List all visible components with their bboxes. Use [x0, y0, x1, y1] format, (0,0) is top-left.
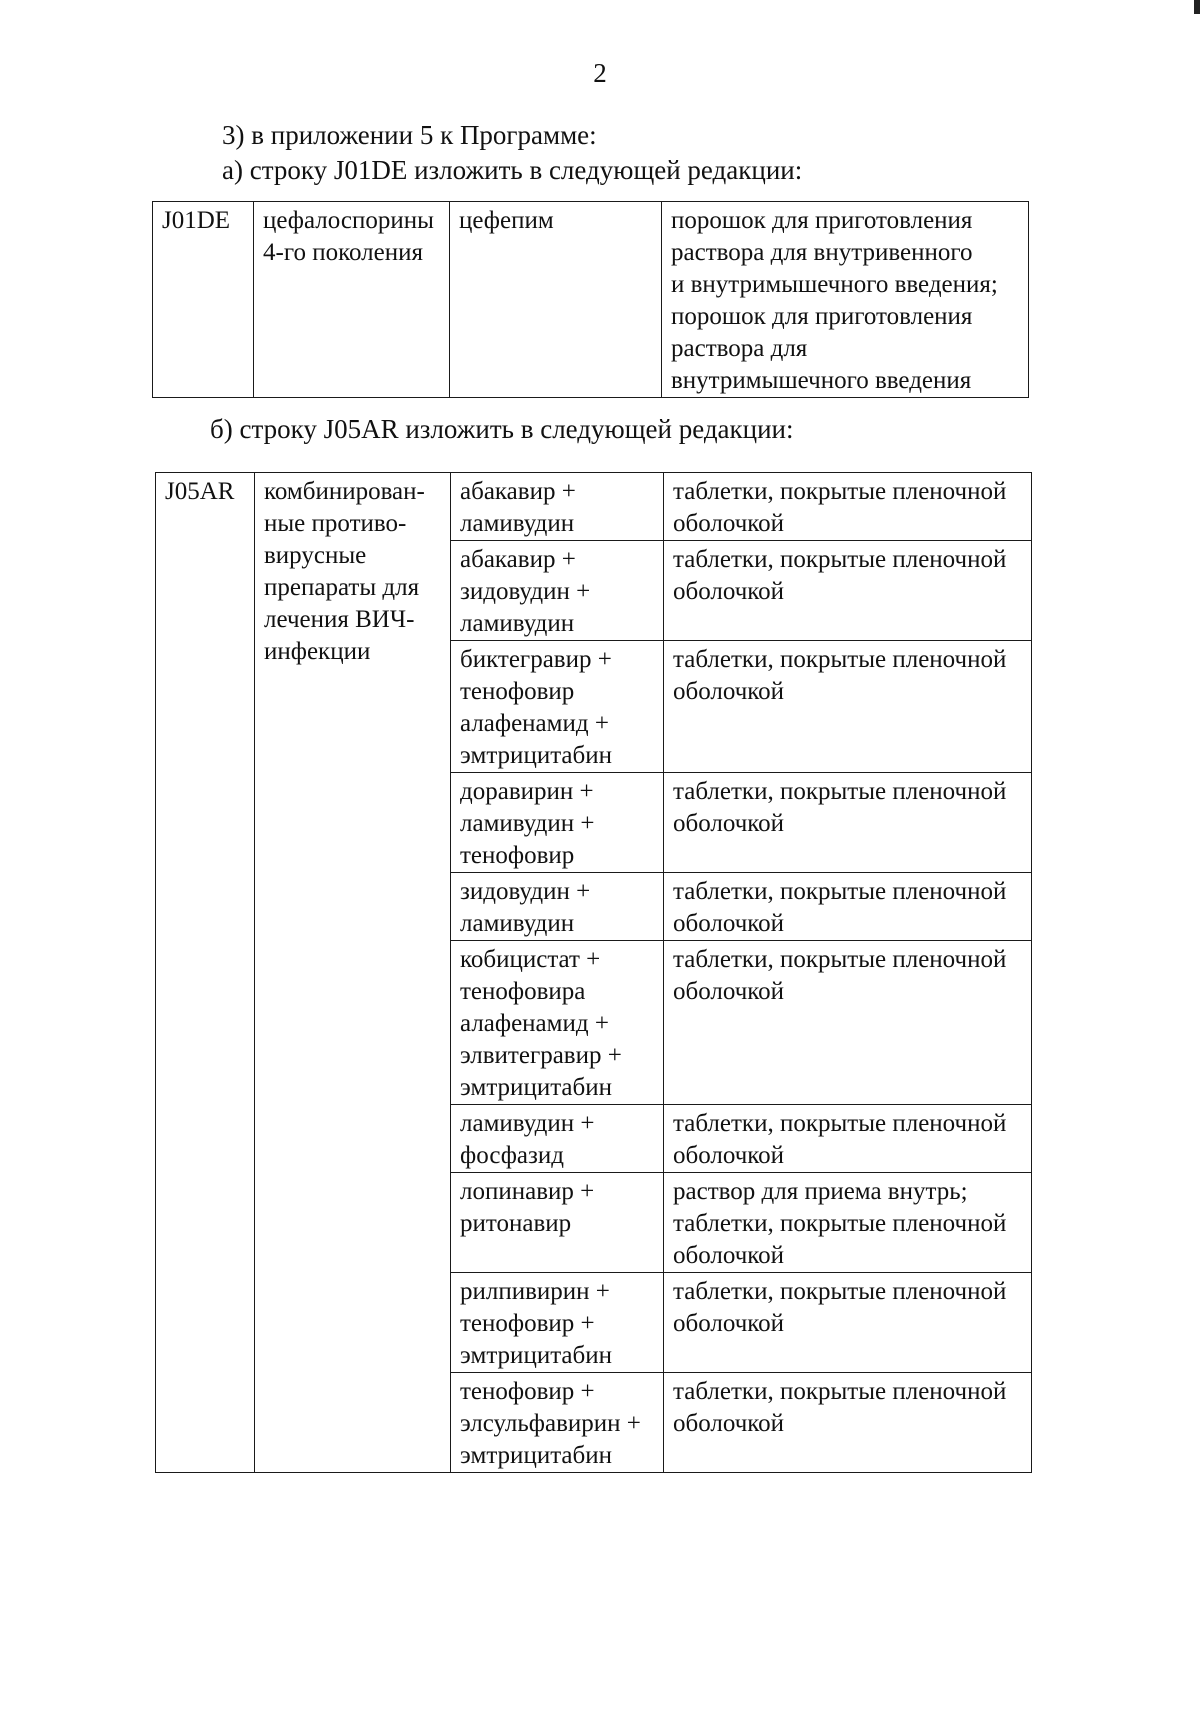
item-3-paragraph: 3) в приложении 5 к Программе: [222, 120, 597, 150]
drug-line: зидовудин + [460, 578, 591, 605]
drug-cell [451, 1105, 664, 1173]
group-line: вирусные [264, 542, 367, 569]
form-line: раствора для внутривенного [671, 239, 973, 266]
form-line: таблетки, покрытые пленочной [673, 1378, 1007, 1405]
form-cell [664, 1173, 1032, 1273]
drug-line: ламивудин [460, 510, 575, 537]
form-line: оболочкой [673, 978, 785, 1005]
drug-line: алафенамид + [460, 710, 609, 737]
item-a-paragraph: а) строку J01DE изложить в следующей редакции: [222, 155, 803, 185]
form-cell [664, 1373, 1032, 1473]
form-line: оболочкой [673, 1410, 785, 1437]
form-line: таблетки, покрытые пленочной [673, 778, 1007, 805]
drug-line: ламивудин [460, 910, 575, 937]
form-line: таблетки, покрытые пленочной [673, 646, 1007, 673]
drug-line: лопинавир + [460, 1178, 595, 1205]
group-line: препараты для [264, 574, 420, 601]
form-line: раствора для [671, 335, 808, 362]
form-line: оболочкой [673, 910, 785, 937]
page-number: 2 [593, 58, 607, 88]
group-line: лечения ВИЧ- [264, 606, 415, 633]
form-cell [664, 873, 1032, 941]
group-cell [254, 202, 450, 398]
drug-line: эмтрицитабин [460, 1442, 613, 1469]
drug-line: биктегравир + [460, 646, 612, 673]
form-line: таблетки, покрытые пленочной [673, 1110, 1007, 1137]
group-line: 4-го поколения [263, 239, 423, 266]
form-line: оболочкой [673, 1242, 785, 1269]
table-row [156, 473, 1032, 541]
form-line: оболочкой [673, 678, 785, 705]
drug-cell [451, 1173, 664, 1273]
drug-line: эмтрицитабин [460, 1074, 613, 1101]
form-cell [664, 941, 1032, 1105]
drug-cell [451, 641, 664, 773]
form-line: таблетки, покрытые пленочной [673, 546, 1007, 573]
form-line: оболочкой [673, 578, 785, 605]
form-line: оболочкой [673, 510, 785, 537]
form-cell [662, 202, 1029, 398]
drug-cell [451, 1373, 664, 1473]
drug-line: тенофовира [460, 978, 586, 1005]
drug-line: тенофовир + [460, 1310, 595, 1337]
drug-cell [451, 941, 664, 1105]
drug-cell [450, 202, 662, 398]
drug-line: ритонавир [460, 1210, 572, 1237]
drug-line: рилпивирин + [460, 1278, 610, 1305]
form-cell [664, 1105, 1032, 1173]
drug-line: тенофовир [460, 678, 575, 705]
form-line: оболочкой [673, 1310, 785, 1337]
drug-line: элвитегравир + [460, 1042, 622, 1069]
drug-name: цефепим [459, 207, 554, 234]
group-line: ные противо- [264, 510, 407, 537]
form-cell [664, 541, 1032, 641]
form-cell [664, 773, 1032, 873]
drug-line: эмтрицитабин [460, 1342, 613, 1369]
code-cell [156, 473, 255, 1473]
form-line: таблетки, покрытые пленочной [673, 1210, 1007, 1237]
form-line: порошок для приготовления [671, 303, 973, 330]
group-line: инфекции [264, 638, 371, 665]
form-line: и внутримышечного введения; [671, 271, 998, 298]
table-j05ar [155, 472, 1032, 1473]
drug-line: ламивудин + [460, 1110, 595, 1137]
drug-cell [451, 1273, 664, 1373]
form-line: таблетки, покрытые пленочной [673, 478, 1007, 505]
form-line: порошок для приготовления [671, 207, 973, 234]
atc-code: J05AR [165, 478, 235, 505]
form-line: оболочкой [673, 1142, 785, 1169]
atc-code: J01DE [162, 207, 231, 234]
form-cell [664, 641, 1032, 773]
drug-line: кобицистат + [460, 946, 601, 973]
form-line: таблетки, покрытые пленочной [673, 1278, 1007, 1305]
drug-line: ламивудин + [460, 810, 595, 837]
drug-line: тенофовир + [460, 1378, 595, 1405]
form-line: таблетки, покрытые пленочной [673, 878, 1007, 905]
drug-cell [451, 541, 664, 641]
drug-cell [451, 873, 664, 941]
drug-line: элсульфавирин + [460, 1410, 641, 1437]
group-cell [255, 473, 451, 1473]
form-line: внутримышечного введения [671, 367, 972, 394]
drug-line: эмтрицитабин [460, 742, 613, 769]
form-cell [664, 1273, 1032, 1373]
drug-line: абакавир + [460, 478, 576, 505]
form-line: оболочкой [673, 810, 785, 837]
drug-line: алафенамид + [460, 1010, 609, 1037]
group-line: комбинирован- [264, 478, 425, 505]
drug-line: фосфазид [460, 1142, 564, 1169]
form-line: раствор для приема внутрь; [673, 1178, 968, 1205]
table-j01de [152, 201, 1029, 398]
drug-line: доравирин + [460, 778, 594, 805]
drug-cell [451, 773, 664, 873]
table-row [153, 202, 1029, 398]
drug-cell [451, 473, 664, 541]
drug-line: зидовудин + [460, 878, 591, 905]
drug-line: ламивудин [460, 610, 575, 637]
scan-edge-mark [1194, 0, 1200, 14]
item-b-paragraph: б) строку J05AR изложить в следующей редакции: [210, 414, 794, 444]
form-line: таблетки, покрытые пленочной [673, 946, 1007, 973]
code-cell [153, 202, 254, 398]
form-cell [664, 473, 1032, 541]
drug-line: абакавир + [460, 546, 576, 573]
group-line: цефалоспорины [263, 207, 434, 234]
drug-line: тенофовир [460, 842, 575, 869]
